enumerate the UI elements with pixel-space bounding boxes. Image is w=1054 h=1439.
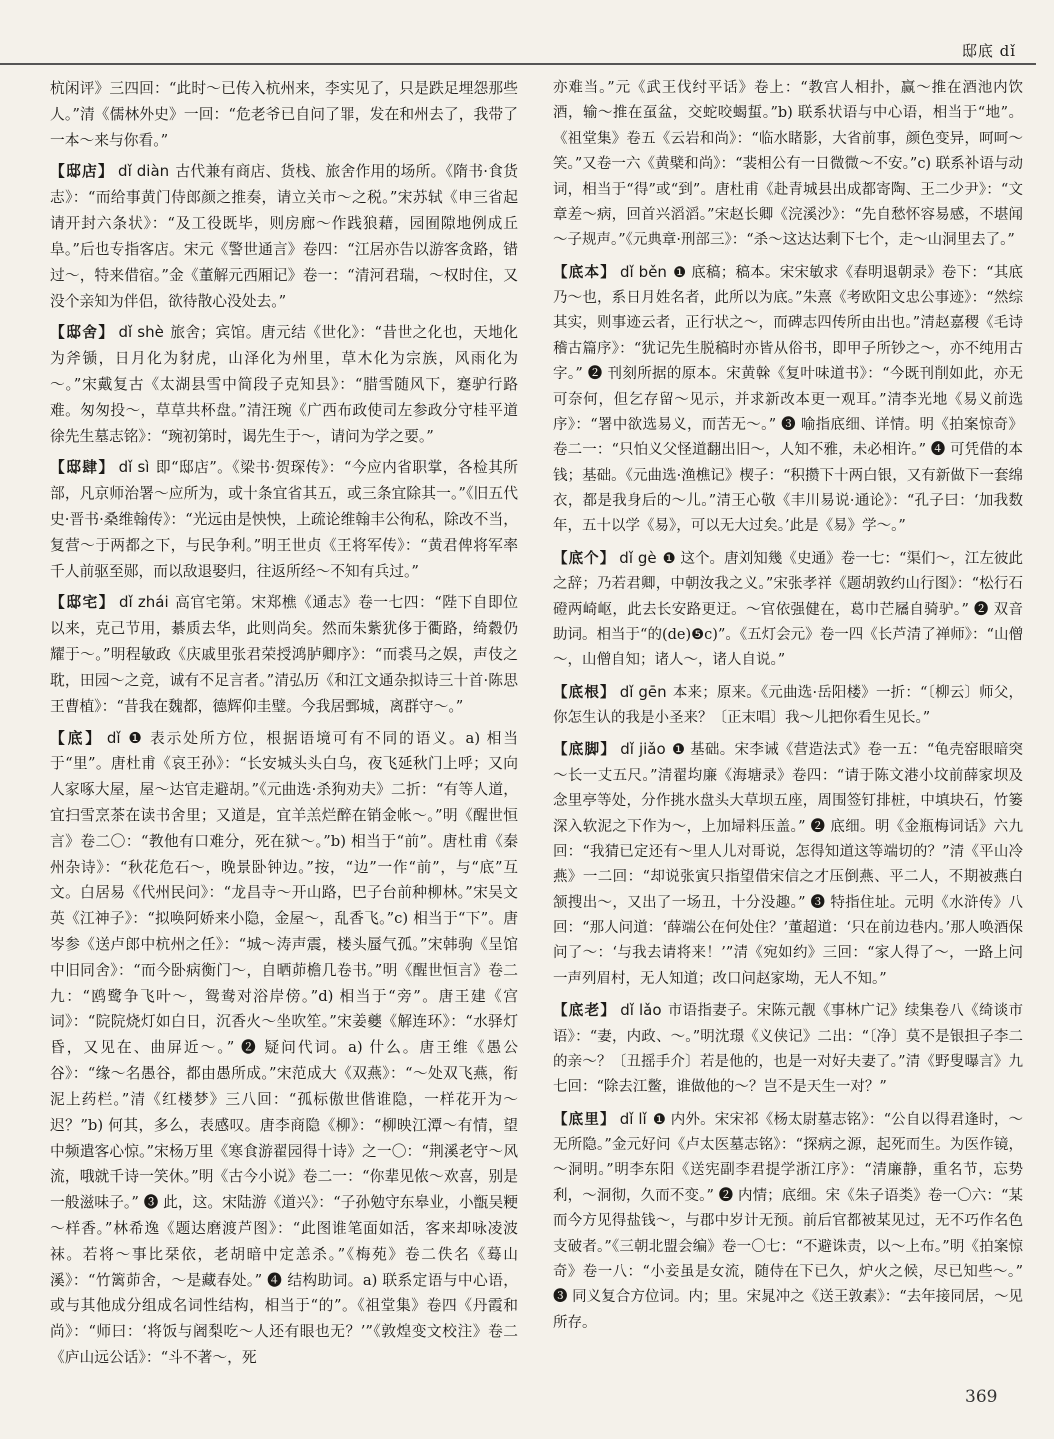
entry-continuation: 杭闲评》三四回：“此时～已传入杭州来，李实见了，只是跌足埋怨那些人。”清《儒林外史》一回：“危老爷已自问了罪，发在和州去了，我带了一本～来与你看。”	[50, 80, 518, 149]
entry-dishe: 【邸舍】 dǐ shè 旅舍；宾馆。唐元结《世化》：“昔世之化也，天地化为斧锧，日月化为豺虎，山泽化为州里，草木化为宗族，风雨化为～。”宋戴复古《太湖县雪中简段子克知县》：“腊雪随风下，蹇驴行路难。匆匆投～，草草共杯盘。”清汪琬《广西布政使司左参政分守桂平道徐先生墓志铭》：“琬初第时，谒先生于～，请问为学之要。”	[50, 323, 519, 445]
page-number: 369	[965, 1387, 998, 1407]
entry-digen: 【底根】 dǐ gēn 本来；原来。《元曲选·岳阳楼》一折：“〔柳云〕师父，你怎生认的我是小圣来？〔正末唱〕我～儿把你看生见长。”	[553, 682, 1023, 726]
header-rule	[0, 63, 1036, 65]
entry-dijiao: 【底脚】 dǐ jiǎo ❶ 基础。宋李诫《营造法式》卷一五：“龟壳窑眼暗突～长一丈五尺。”清翟均廉《海塘录》卷四：“请于陈文港小坟前薛家坝及念里亭等处，分作挑水盘头大草坝五座，周围签钉排桩，中填块石，竹篓深入软泥之下作为～，上加埽料压盖。” ❷ 底细。明《金瓶梅词话》六九回：“我猜已定还有～里人儿对哥说，怎得知道这等端切的？”清《平山冷燕》一二回：“却说张寅只指望借宋信之才压倒燕、平二人，不期被燕白颔搜出～，又出了一场丑，十分没趣。” ❸ 特指住址。元明《水浒传》八回：“那人问道：‘薛端公在何处住？’董超道：‘只在前边巷内。’那人唤酒保问了～：‘与我去请将来！’”清《宛如约》三回：“家人得了～，一路上问一声列眉村，无人知道；改口问赵家坳，无人不知。”	[553, 740, 1024, 987]
running-header: 邸底 dǐ	[961, 42, 1016, 60]
entry-di: 【底】 dǐ ❶ 表示处所方位，根据语境可有不同的语义。a) 相当于“里”。唐杜甫《哀王孙》：“长安城头头白乌，夜飞延秋门上呼；又向人家啄大屋，屋～达官走避胡。”《元曲选·杀狗劝夫》二折：“有等人道，宜扫雪烹茶在读书舍里；又道是，宜羊羔烂醉在销金帐～。”明《醒世恒言》卷二〇：“教他有口难分，死在狱～。”b) 相当于“前”。唐杜甫《秦州杂诗》：“秋花危石～，晚景卧钟边。”按，“边”一作“前”，与“底”互文。白居易《代州民问》：“龙昌寺～开山路，巴子台前种柳林。”宋吴文英《江神子》：“拟唤阿娇来小隐，金屋～，乱香飞。”c) 相当于“下”。唐岑参《送卢郎中杭州之任》：“城～涛声震，楼头蜃气孤。”宋韩驹《呈馆中旧同舍》：“而今卧病衡门～，自晒茆檐几卷书。”明《醒世恒言》卷二九：“鸥鹭争飞叶～，鸳鸯对浴岸傍。”d) 相当于“旁”。唐王建《宫词》：“院院烧灯如白日，沉香火～坐吹笙。”宋姜夔《解连环》：“水驿灯昏，又见在、曲屏近～。” ❷ 疑问代词。a) 什么。唐王维《愚公谷》：“缘～名愚谷，都由愚所成。”宋范成大《双燕》：“～处双飞燕，衔泥上药栏。”清《红楼梦》三八回：“孤标傲世偕谁隐，一样花开为～迟？”b) 何其，多么，表感叹。唐李商隐《柳》：“柳映江潭～有情，望中频遣客心惊。”宋杨万里《寒食游翟园得十诗》之一〇：“荆溪老守～风流，哦就千诗一笑休。”明《古今小说》卷二一：“你辈见侬～欢喜，别是一般滋味子。” ❸ 此，这。宋陆游《道兴》：“子孙勉守东皋业，小甑吴粳～样香。”林希逸《题达磨渡芦图》：“此图谁笔面如活，客来却咏凌波袜。若将～事比栞依，老胡暗中定恙杀。”《梅苑》卷二佚名《蓦山溪》：“竹篱茆舍，～是藏春处。” ❹ 结构助词。a) 联系定语与中心语，或与其他成分组成名词性结构，相当于“的”。《祖堂集》卷四《丹霞和尚》：“师曰：‘将饭与阇梨吃～人还有眼也无？’”《敦煌变文校注》卷二《庐山远公话》：“斗不著～，死	[50, 728, 518, 1366]
entry-dilao: 【底老】 dǐ lǎo 市语指妻子。宋陈元靓《事林广记》续集卷八《绮谈市语》：“妻，内政、～。”明沈璟《义侠记》二出：“〔净〕莫不是银担子李二的亲～？〔丑摇手介〕若是他的，也是一对好夫妻了。”清《野叟曝言》九七回：“除去江鳖，谁做他的～？岂不是天生一对？”	[553, 1001, 1024, 1096]
entry-dizhai: 【邸宅】 dǐ zhái 高官宅第。宋郑樵《通志》卷一七四：“陛下自即位以来，克己节用，綦质去华，此则尚矣。然而朱紫犹侈于衢路，绮縠仍耀于～。”明程敏政《庆戚里张君荣授鸿胪卿序》：“而裘马之娱，声伎之耽，田园～之竞，诚有不足言者。”清弘历《和江文通杂拟诗三十首·陈思王曹植》：“昔我在魏都，德辉仰圭璧。今我居鄄城，离群守～。”	[50, 593, 519, 715]
right-column	[553, 76, 1023, 1336]
entry-disi: 【邸肆】 dǐ sì 即“邸店”。《梁书·贺琛传》：“今应内省职掌，各检其所部，凡京师治署～应所为，或十条宜省其五，或三条宜除其一。”《旧五代史·晋书·桑维翰传》：“光远由是怏怏，上疏论维翰丰公徇私，除改不当，复营～于两都之下，与民争利。”明王世贞《王将军传》：“黄君俾将军率千人前驱至郧，而以敌退娶归，往返所经～不知有兵过。”	[50, 458, 518, 580]
entry-dili: 【底里】 dǐ lǐ ❶ 内外。宋宋祁《杨太尉墓志铭》：“公自以得君逢时，～无所隐。”金元好问《卢太医墓志铭》：“探病之源，起死而生。为医作镜，～洞明。”明李东阳《送宪副李君提学浙江序》：“清廉静，重名节，忘势利，～洞彻，久而不变。” ❷ 内情；底细。宋《朱子语类》卷一〇六：“某而今方见得盐钱～，与郡中岁计无预。前后官都被某见过，无不巧作名色支破者。”《三朝北盟会编》卷一〇七：“不避诛责，以～上布。”明《拍案惊奇》卷一八：“小妾虽是女流，随侍在下已久，炉火之候，尽已知些～。” ❸ 同义复合方位词。内；里。宋晁冲之《送王敦素》：“去年接同居，～见所存。	[553, 1109, 1023, 1331]
entry-diben: 【底本】 dǐ běn ❶ 底稿；稿本。宋宋敏求《春明退朝录》卷下：“其底乃～也，系日月姓名者，此所以为底。”朱熹《考欧阳文忠公事迹》：“然综其实，则事迹云者，正行状之～，而碑志四传所由出也。”清赵嘉稷《毛诗稽古篇序》：“犹记先生脱稿时亦皆从俗书，即甲子所钞之～，亦不纯用古字。” ❷ 刊刻所据的原本。宋黄榦《复叶味道书》：“今既刊削如此，亦无可奈何，但乞存留～见示，并求新改本更一观耳。”清李光地《易义前选序》：“署中欲选易义，而苦无～。” ❸ 喻指底细、详情。明《拍案惊奇》卷二一：“只怕义父怪道翻出旧～，人知不雅，未必相许。” ❹ 可凭借的本钱；基础。《元曲选·渔樵记》楔子：“积攒下十两白银，又有新做下一套绵衣，都是我身后的～儿。”清王心敬《丰川易说·通论》：“孔子曰：‘加我数年，五十以学《易》，可以无大过矣。’此是《易》学～。”	[553, 262, 1023, 535]
entry-dige: 【底个】 dǐ gè ❶ 这个。唐刘知幾《史通》卷一七：“渠们～，江左彼此之辞；乃若君卿，中朝汝我之义。”宋张孝祥《题胡敦约山行图》：“松行石磴两崎岖，此去长安路更迂。～官依强健在，葛巾芒屩自骑驴。” ❷ 双音助词。相当于“的(de)❺c)”。《五灯会元》卷一四《长芦清了禅师》：“山僧～，山僧自知；诸人～，诸人自说。”	[553, 548, 1023, 669]
entry-continuation: 亦难当。”元《武王伐纣平话》卷上：“教宫人相扑，赢～推在酒池内饮酒，输～推在虿盆，交蛇咬蝎蜇。”b) 联系状语与中心语，相当于“地”。《祖堂集》卷五《云岩和尚》：“临水睹影，大省前事，颜色变异，呵呵～笑。”又卷一六《黄檗和尚》：“裴相公有一日微微～不安。”c) 联系补语与动词，相当于“得”或“到”。唐杜甫《赴青城县出成都寄陶、王二少尹》：“文章差～病，回首兴滔滔。”宋赵长卿《浣溪沙》：“先自愁怀容易感，不堪闻～子规声。”《元典章·刑部三》：“杀～这达达剩下七个，走～山洞里去了。”	[553, 80, 1023, 249]
left-column	[50, 76, 518, 1371]
entry-dian: 【邸店】 dǐ diàn 古代兼有商店、货栈、旅舍作用的场所。《隋书·食货志》：“而给事黄门侍郎颜之推奏，请立关市～之税。”宋苏轼《申三省起请开封六条状》：“及工役既毕，则房廊～作践狼藉，园囿隙地例成丘阜。”后也专指客店。宋元《警世通言》卷四：“江居亦告以游客贪路，错过～，特来借宿。”金《董解元西厢记》卷一：“清河君瑞，～权时住，又没个亲知为伴侣，欲待散心没处去。”	[50, 162, 518, 310]
